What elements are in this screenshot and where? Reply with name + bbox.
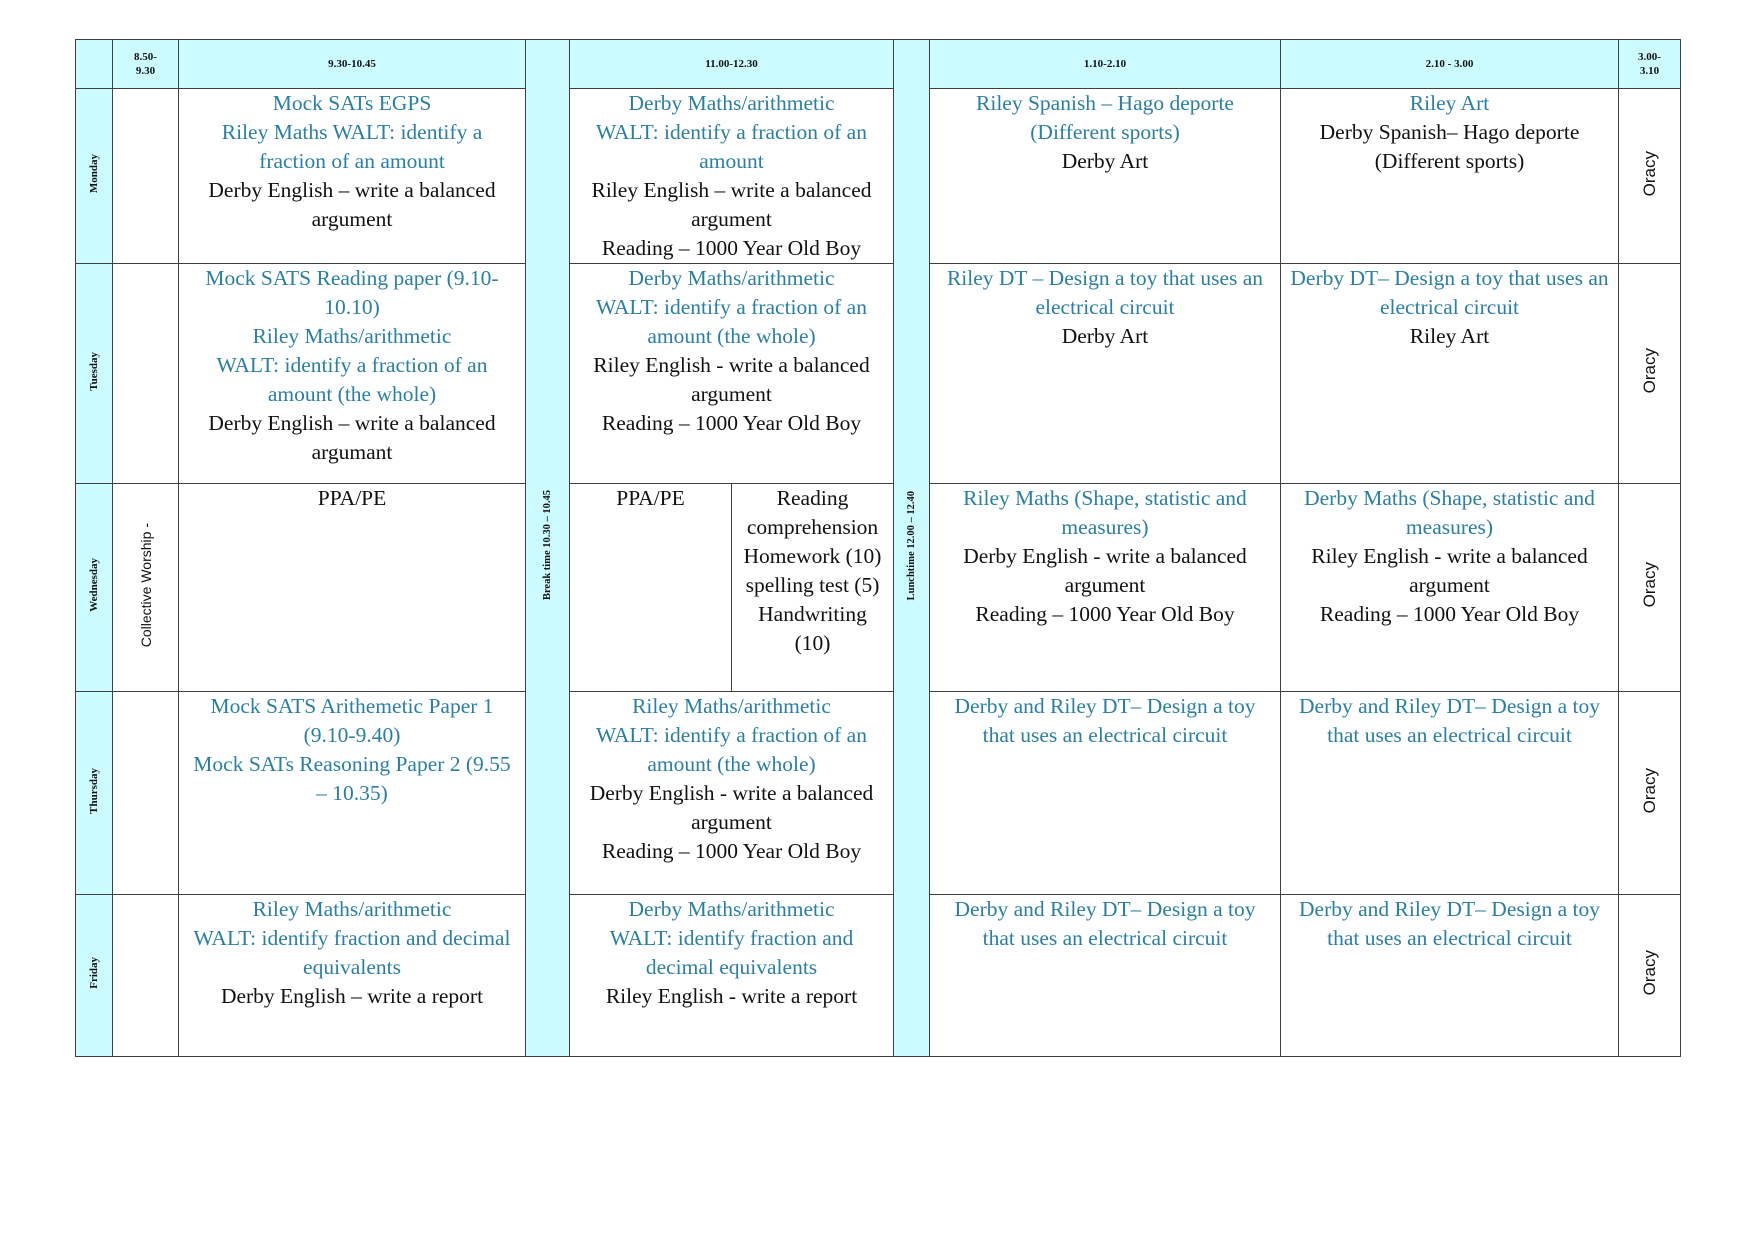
entry-line: PPA/PE [317, 486, 387, 510]
day-thursday [76, 692, 113, 895]
timetable [75, 39, 1681, 1057]
friday-session-3 [930, 895, 1281, 1057]
row-monday [76, 89, 1681, 264]
monday-session-3 [930, 89, 1281, 264]
entry-line: Derby and Riley DT– Design a toy that uses an electrical circuit [1299, 897, 1600, 950]
oracy-label: Oracy [1639, 562, 1659, 608]
entry-line: Derby Maths/arithmetic [628, 91, 835, 115]
oracy-label: Oracy [1639, 348, 1659, 394]
wednesday-session-3 [930, 484, 1281, 692]
entry-line: Riley Art [1409, 91, 1490, 115]
entry-line: Derby English – write a report [220, 984, 484, 1008]
tuesday-session-2 [570, 264, 894, 484]
header-session-4: 2.10 - 3.00 [1281, 40, 1619, 89]
entry-line: Derby Spanish– Hago deporte (Different sports) [1319, 120, 1580, 173]
registration-cell [113, 264, 179, 484]
entry-line: Derby English - write a balanced argument [589, 781, 874, 834]
entry-line: Derby English – write a balanced argumant [208, 411, 496, 464]
day-tuesday [76, 264, 113, 484]
tuesday-session-3 [930, 264, 1281, 484]
lunchtime-label: Lunchtime 12.00 – 12.40 [906, 490, 917, 601]
wednesday-session-2a [570, 484, 732, 692]
friday-oracy [1619, 895, 1681, 1057]
entry-line: Derby and Riley DT– Design a toy that uses an electrical circuit [1299, 694, 1600, 747]
row-friday [76, 895, 1681, 1057]
thursday-session-2 [570, 692, 894, 895]
oracy-label: Oracy [1639, 950, 1659, 996]
entry-line: Derby and Riley DT– Design a toy that uses an electrical circuit [954, 897, 1256, 950]
header-session-5: 3.00- 3.10 [1619, 40, 1681, 89]
wednesday-session-2b [732, 484, 894, 692]
monday-oracy [1619, 89, 1681, 264]
day-label: Tuesday [88, 351, 100, 391]
entry-line: Derby Maths (Shape, statistic and measures) [1304, 486, 1595, 539]
header-session-2: 11.00-12.30 [570, 40, 894, 89]
entry-line: Riley Maths/arithmetic [252, 324, 452, 348]
header-registration: 8.50- 9.30 [113, 40, 179, 89]
row-tuesday [76, 264, 1681, 484]
header-session-3: 1.10-2.10 [930, 40, 1281, 89]
entry-line: Riley English - write a balanced argument [1311, 544, 1588, 597]
wednesday-oracy [1619, 484, 1681, 692]
entry-line: Derby and Riley DT– Design a toy that uses an electrical circuit [954, 694, 1256, 747]
thursday-session-4 [1281, 692, 1619, 895]
entry-line: Riley Maths WALT: identify a fraction of an amount [221, 120, 483, 173]
entry-line: Riley Maths (Shape, statistic and measures) [963, 486, 1247, 539]
entry-line: Riley Art [1409, 324, 1490, 348]
break-time-label: Break time 10.30 – 10.45 [542, 490, 553, 601]
registration-cell [113, 89, 179, 264]
monday-session-1 [179, 89, 526, 264]
entry-line: WALT: identify fraction and decimal equivalents [193, 926, 511, 979]
oracy-label: Oracy [1639, 767, 1659, 814]
registration-cell [113, 895, 179, 1057]
entry-line: Derby English - write a balanced argument [963, 544, 1247, 597]
entry-line: Reading – 1000 Year Old Boy [601, 411, 862, 435]
entry-line: WALT: identify fraction and decimal equivalents [609, 926, 854, 979]
entry-line: Reading – 1000 Year Old Boy [1319, 602, 1580, 626]
entry-line: Riley Maths/arithmetic [632, 694, 831, 718]
entry-line: Derby Art [1061, 149, 1149, 173]
tuesday-oracy [1619, 264, 1681, 484]
entry-line: Riley DT – Design a toy that uses an electrical circuit [946, 266, 1264, 319]
entry-line: Mock SATs Reasoning Paper 2 (9.55 – 10.35) [193, 752, 511, 805]
row-wednesday [76, 484, 1681, 692]
collective-worship-label: Collective Worship - [137, 522, 154, 648]
row-thursday [76, 692, 1681, 895]
break-time-column [526, 40, 570, 1057]
entry-line: WALT: identify a fraction of an amount (the whole) [596, 723, 867, 776]
header-row [76, 40, 1681, 89]
entry-line: Mock SATS Arithemetic Paper 1 (9.10-9.40) [210, 694, 494, 747]
entry-line: Reading – 1000 Year Old Boy [975, 602, 1235, 626]
day-label: Friday [88, 957, 100, 989]
friday-session-2 [570, 895, 894, 1057]
entry-line: Reading comprehension Homework (10) spelling test (5) Handwriting (10) [743, 486, 882, 655]
lunchtime-column [894, 40, 930, 1057]
oracy-label: Oracy [1639, 150, 1659, 197]
monday-session-4 [1281, 89, 1619, 264]
entry-line: Derby Maths/arithmetic [628, 897, 835, 921]
tuesday-session-4 [1281, 264, 1619, 484]
day-wednesday [76, 484, 113, 692]
entry-line: Riley Spanish – Hago deporte (Different sports) [976, 91, 1234, 144]
day-friday [76, 895, 113, 1057]
entry-line: Derby Maths/arithmetic [628, 266, 835, 290]
entry-line: WALT: identify a fraction of an amount [596, 120, 867, 173]
wednesday-session-1 [179, 484, 526, 692]
entry-line: Riley Maths/arithmetic [252, 897, 452, 921]
entry-line: Derby DT– Design a toy that uses an electrical circuit [1290, 266, 1609, 319]
day-label: Thursday [88, 767, 100, 814]
monday-session-2 [570, 89, 894, 264]
tuesday-session-1 [179, 264, 526, 484]
entry-line: Riley English - write a balanced argument [593, 353, 870, 406]
thursday-oracy [1619, 692, 1681, 895]
entry-line: PPA/PE [616, 486, 685, 510]
entry-line: WALT: identify a fraction of an amount (the whole) [216, 353, 488, 406]
thursday-session-1 [179, 692, 526, 895]
entry-line: Riley English - write a report [605, 984, 858, 1008]
entry-line: Mock SATs EGPS [272, 91, 432, 115]
entry-line: Derby English – write a balanced argument [208, 178, 496, 231]
day-label: Wednesday [88, 558, 100, 612]
entry-line: Mock SATS Reading paper (9.10-10.10) [205, 266, 499, 319]
entry-line: Derby Art [1061, 324, 1149, 348]
header-session-1: 9.30-10.45 [179, 40, 526, 89]
day-monday [76, 89, 113, 264]
registration-cell [113, 692, 179, 895]
entry-line: WALT: identify a fraction of an amount (the whole) [596, 295, 867, 348]
friday-session-4 [1281, 895, 1619, 1057]
entry-line: Reading – 1000 Year Old Boy [601, 839, 862, 863]
day-label: Monday [88, 153, 100, 194]
wednesday-session-4 [1281, 484, 1619, 692]
friday-session-1 [179, 895, 526, 1057]
collective-worship-cell [113, 484, 179, 692]
entry-line: Reading – 1000 Year Old Boy [601, 236, 862, 260]
entry-line: Riley English – write a balanced argument [591, 178, 872, 231]
corner-cell [76, 40, 113, 89]
thursday-session-3 [930, 692, 1281, 895]
